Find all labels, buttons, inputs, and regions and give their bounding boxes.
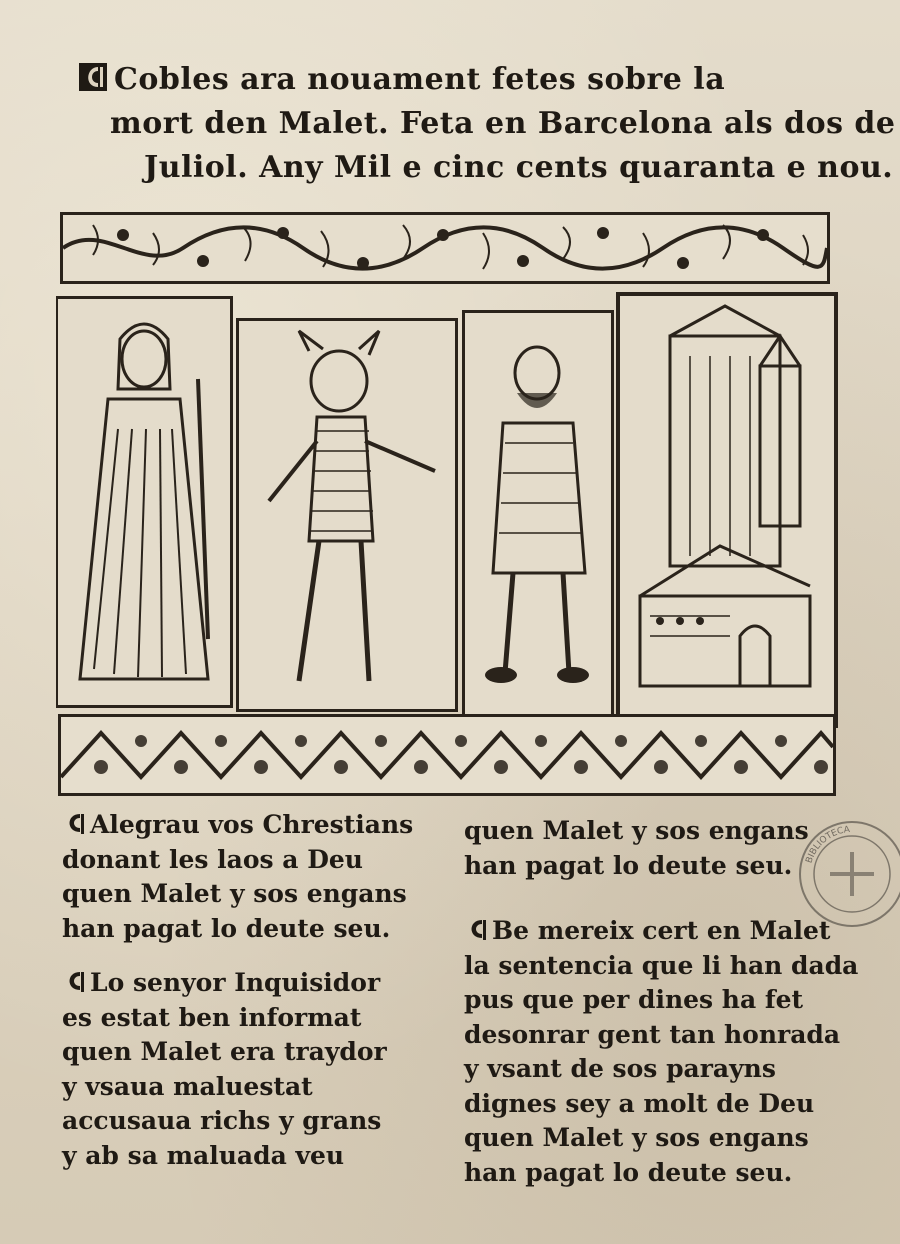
woman-figure-icon xyxy=(58,299,230,705)
verse-text: Lo senyor Inquisidor xyxy=(90,968,381,997)
seal-icon xyxy=(796,818,900,930)
verse-line: quen Malet y sos engans xyxy=(464,1123,809,1152)
verse-block xyxy=(62,808,413,946)
verse-line: y ab sa maluada veu xyxy=(62,1140,345,1170)
pilcrow-icon xyxy=(78,61,108,93)
stamp-text: BIBLIOTECA xyxy=(804,824,851,865)
verse-line: quen Malet y sos engans xyxy=(464,816,809,845)
woodcut-woman xyxy=(56,296,233,708)
verse-line: quen Malet era traydor xyxy=(62,1037,387,1066)
pilcrow-icon xyxy=(62,812,86,836)
title-line: mort den Malet. Feta en Barcelona als dos de xyxy=(110,106,896,141)
woodcut-man xyxy=(462,310,614,720)
verse-line: desonrar gent tan honrada xyxy=(464,1019,841,1049)
verse-line: la sentencia que li han dada xyxy=(464,950,859,980)
verse-line: quen Malet y sos engans xyxy=(62,879,407,908)
ornamental-border-top xyxy=(60,212,830,284)
church-building-icon xyxy=(620,296,834,724)
verse-line: dignes sey a molt de Deu xyxy=(464,1088,815,1118)
verse-block xyxy=(464,914,858,1190)
verse-block xyxy=(62,966,387,1173)
document-title xyxy=(78,58,896,190)
verse-line: es estat ben informat xyxy=(62,1002,362,1032)
title-text: Cobles ara nouament fetes sobre la xyxy=(114,62,726,97)
verse-line: y vsaua maluestat xyxy=(62,1071,313,1101)
verse-line: han pagat lo deute seu. xyxy=(62,913,391,943)
ornamental-border-bottom xyxy=(58,714,836,796)
title-line: Juliol. Any Mil e cinc cents quaranta e nou. xyxy=(144,150,894,185)
zigzag-floral-ornament-icon xyxy=(61,717,833,793)
title-line xyxy=(78,58,808,102)
verse-line xyxy=(62,808,413,843)
verse-line: accusaua richs y grans xyxy=(62,1106,382,1135)
verse-block xyxy=(464,814,809,883)
verse-text: Be mereix cert en Malet xyxy=(492,916,831,945)
verse-line: han pagat lo deute seu. xyxy=(464,1157,793,1187)
devil-figure-icon xyxy=(239,321,455,709)
library-stamp xyxy=(796,818,900,930)
verse-line: han pagat lo deute seu. xyxy=(464,850,793,880)
verse-line xyxy=(62,966,387,1001)
pilcrow-icon xyxy=(62,970,86,994)
verse-line: pus que per dines ha fet xyxy=(464,985,804,1014)
verse-line: donant les laos a Deu xyxy=(62,844,363,874)
woodcut-church xyxy=(616,292,838,728)
verse-line: y vsant de sos parayns xyxy=(464,1054,776,1083)
woodcut-devil xyxy=(236,318,458,712)
man-figure-icon xyxy=(465,313,611,717)
pilcrow-icon xyxy=(464,918,488,942)
verse-text: Alegrau vos Chrestians xyxy=(90,810,414,839)
vine-ornament-icon xyxy=(63,215,827,281)
